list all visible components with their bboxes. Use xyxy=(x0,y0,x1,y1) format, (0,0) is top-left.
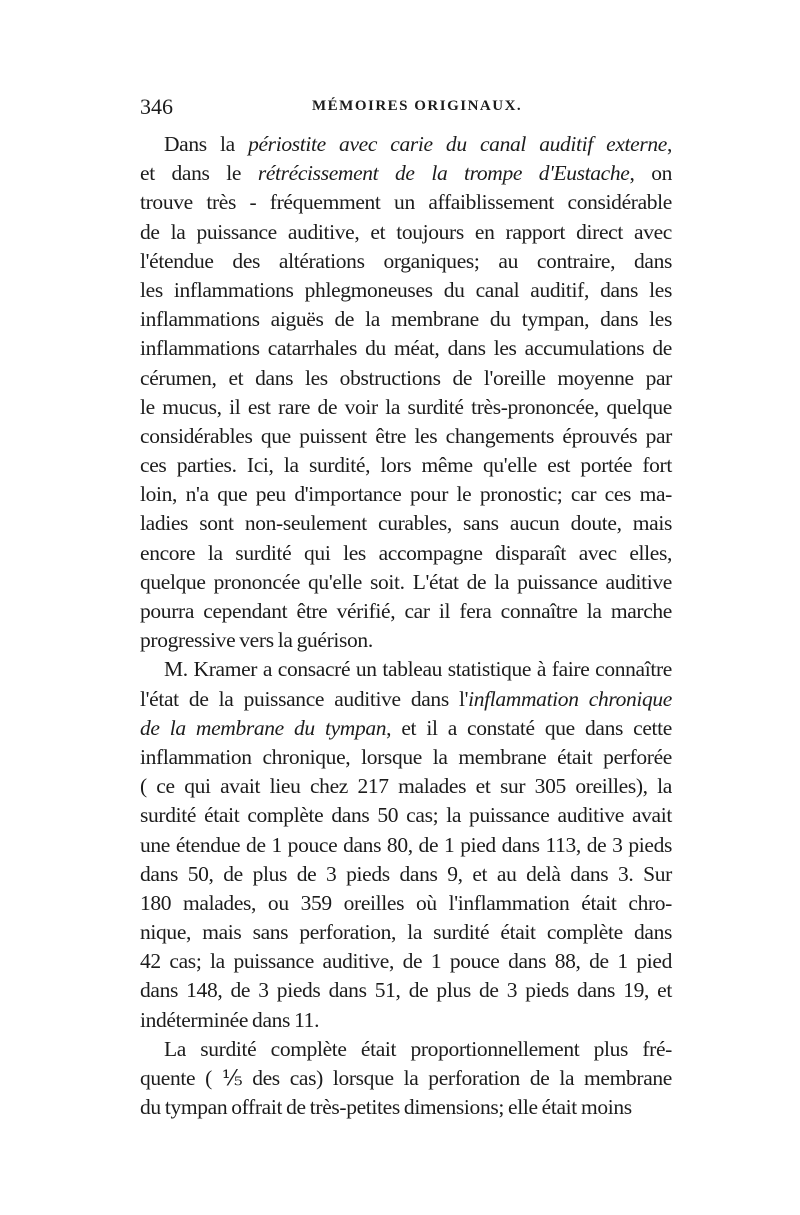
page-header xyxy=(140,94,672,124)
text-line: une étendue de 1 pouce dans 80, de 1 pied dans 113, de 3 pieds xyxy=(140,832,672,857)
text-line: inflammation chronique, lorsque la membrane était perforée xyxy=(140,744,672,769)
text-line: du tympan offrait de très-petites dimensions; elle était moins xyxy=(140,1095,632,1120)
text-line: progressive vers la guérison. xyxy=(140,628,373,653)
text-line: encore la surdité qui les accompagne disparaît avec elles, xyxy=(140,540,672,565)
text-line: ( ce qui avait lieu chez 217 malades et sur 305 oreilles), la xyxy=(140,774,672,799)
text-line: l'étendue des altérations organiques; au contraire, dans xyxy=(140,248,672,273)
text-line: pourra cependant être vérifié, car il fera connaître la marche xyxy=(140,599,672,623)
text-line: quelque prononcée qu'elle soit. L'état de la puissance auditive xyxy=(140,569,672,594)
text-line: les inflammations phlegmoneuses du canal auditif, dans les xyxy=(140,277,672,302)
text-line: et dans le rétrécissement de la trompe d'Eustache, on xyxy=(140,161,672,186)
text-line: loin, n'a que peu d'importance pour le pronostic; car ces ma- xyxy=(140,482,672,507)
text-line: nique, mais sans perforation, la surdité était complète dans xyxy=(140,920,672,945)
text-line: ladies sont non-seulement curables, sans aucun doute, mais xyxy=(140,511,672,536)
text-line: 42 cas; la puissance auditive, de 1 pouce dans 88, de 1 pied xyxy=(140,949,672,974)
running-head: MÉMOIRES ORIGINAUX. xyxy=(312,98,523,114)
text-line: dans 148, de 3 pieds dans 51, de plus de 3 pieds dans 19, et xyxy=(140,978,672,1003)
text-line: surdité était complète dans 50 cas; la puissance auditive avait xyxy=(140,803,672,828)
text-line: considérables que puissent être les changements éprouvés par xyxy=(140,423,672,448)
text-line: quente ( ⅕ des cas) lorsque la perforation de la membrane xyxy=(140,1066,672,1090)
paragraph xyxy=(140,1035,672,1123)
italic-phrase: de la membrane du tympan xyxy=(140,715,387,740)
italic-phrase: périostite avec carie du canal auditif externe xyxy=(248,132,667,156)
book-page xyxy=(140,94,672,1122)
paragraph xyxy=(140,130,672,655)
text-line: indéterminée dans 11. xyxy=(140,1007,320,1032)
text-line: l'état de la puissance auditive dans l'inflammation chronique xyxy=(140,686,672,711)
text-line: Dans la périostite avec carie du canal auditif externe, xyxy=(164,132,673,156)
text-line: inflammations aiguës de la membrane du tympan, dans les xyxy=(140,307,672,332)
text-line: dans 50, de plus de 3 pieds dans 9, et au delà dans 3. Sur xyxy=(140,861,672,886)
italic-phrase: rétrécissement de la trompe d'Eustache xyxy=(257,161,630,186)
page-number: 346 xyxy=(140,94,173,119)
text-line: inflammations catarrhales du méat, dans les accumulations de xyxy=(140,336,672,361)
text-line: ces parties. Ici, la surdité, lors même qu'elle est portée fort xyxy=(140,453,672,478)
text-line: 180 malades, ou 359 oreilles où l'inflammation était chro- xyxy=(140,890,672,915)
text-line: cérumen, et dans les obstructions de l'oreille moyenne par xyxy=(140,365,672,390)
text-line: de la membrane du tympan, et il a constaté que dans cette xyxy=(140,715,672,740)
body-text xyxy=(140,130,672,1122)
paragraph xyxy=(140,655,672,1034)
text-line: La surdité complète était proportionnellement plus fré- xyxy=(164,1036,672,1061)
text-line: de la puissance auditive, et toujours en rapport direct avec xyxy=(140,219,672,244)
text-line: le mucus, il est rare de voir la surdité très-prononcée, quelque xyxy=(140,394,672,419)
italic-phrase: inflammation chronique xyxy=(468,686,672,711)
text-line: M. Kramer a consacré un tableau statistique à faire connaître xyxy=(164,657,672,682)
text-line: trouve très - fréquemment un affaiblissement considérable xyxy=(140,190,672,215)
